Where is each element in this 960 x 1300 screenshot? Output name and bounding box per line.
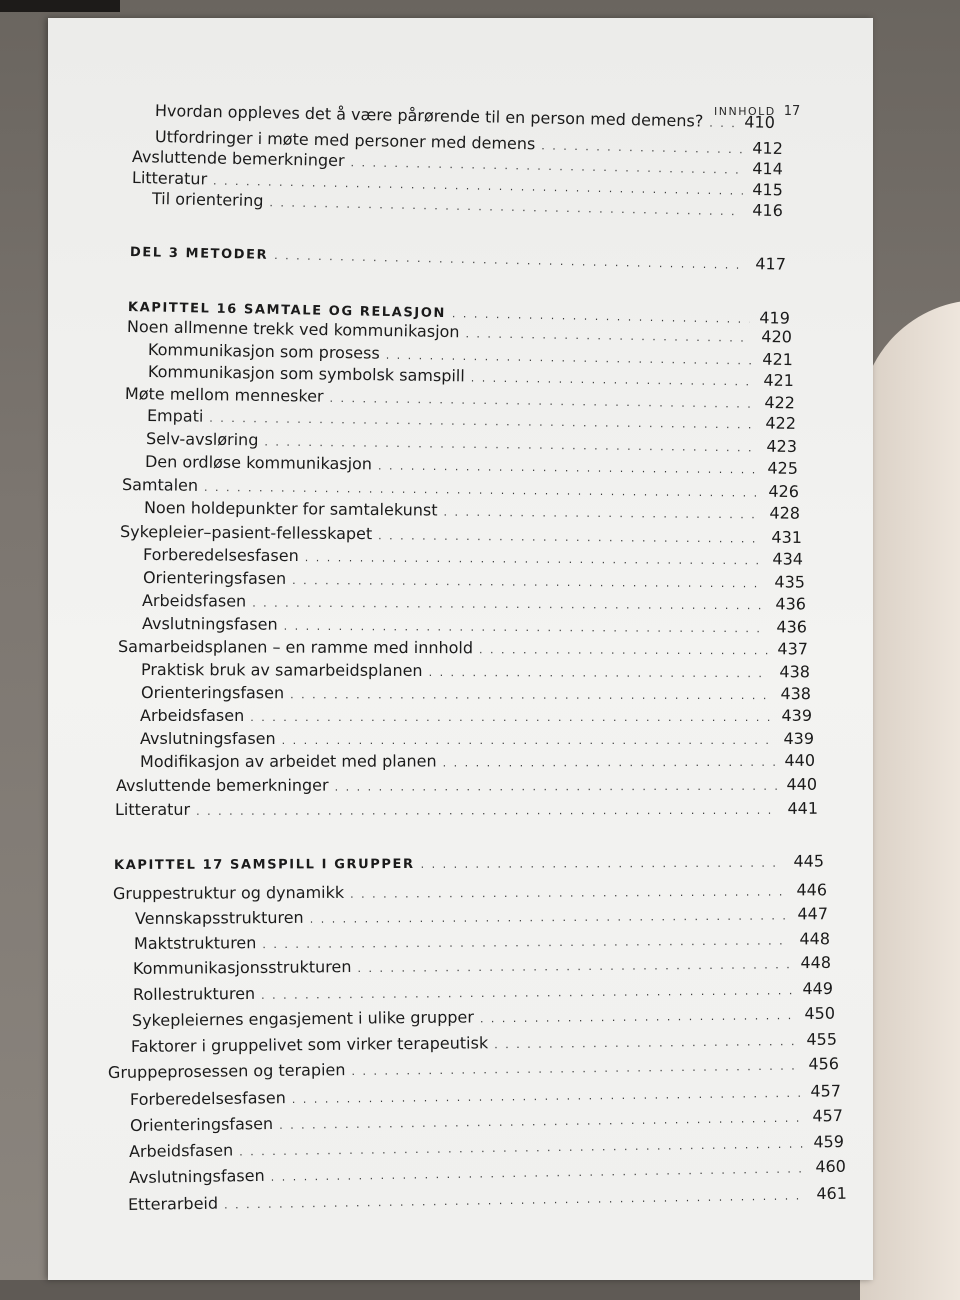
cushion-background: [860, 300, 960, 1300]
toc-entry-title: Forberedelsesfasen: [142, 545, 299, 566]
toc-entry-title: Kommunikasjon som prosess: [147, 340, 380, 363]
toc-entry-page: 421: [762, 349, 794, 370]
toc-entry-page: 436: [775, 594, 807, 614]
toc-entry: [116, 774, 817, 797]
chapter-heading-page: 445: [793, 851, 825, 871]
toc-entry-title: Sykepleier–pasient-fellesskapet: [119, 522, 373, 544]
toc-entry-title: Den ordløse kommunikasjon: [144, 452, 373, 474]
toc-entry-page: 410: [744, 112, 776, 132]
toc-entry-title: Gruppestruktur og dynamikk: [112, 882, 345, 903]
toc-entry-page: 438: [779, 662, 811, 682]
toc-entry-page: 415: [752, 179, 784, 200]
toc-entry-page: 448: [799, 929, 831, 949]
toc-entry-title: Arbeidsfasen: [141, 591, 247, 611]
toc-entry-title: Noen holdepunkter for samtalekunst: [143, 498, 438, 520]
toc-entry-title: Litteratur: [114, 799, 191, 819]
toc-entry-title: Rollestrukturen: [132, 983, 256, 1004]
dot-leader: [479, 639, 768, 662]
toc-entry-title: Møte mellom mennesker: [124, 384, 324, 406]
chapter-heading: [114, 851, 824, 875]
toc-entry-title: Orienteringsfasen: [140, 683, 285, 703]
toc-entry-page: 439: [781, 706, 812, 725]
toc-entry-title: Samarbeidsplanen – en ramme med innhold: [117, 637, 474, 658]
toc-entry-title: Utfordringer i møte med personer med demens: [154, 127, 536, 154]
toc-entry-page: 437: [777, 639, 809, 659]
toc-entry-title: Arbeidsfasen: [140, 706, 245, 725]
toc-entry-page: 447: [797, 904, 829, 924]
toc-entry-title: Orienteringsfasen: [129, 1114, 274, 1135]
dot-leader: [250, 707, 772, 729]
toc-entry-page: 414: [752, 158, 784, 179]
toc-entry-title: Kommunikasjonsstrukturen: [132, 957, 352, 978]
toc-entry-page: 420: [761, 326, 793, 347]
chapter-heading-title: KAPITTEL 16 SAMTALE OG RELASJON: [127, 300, 447, 322]
toc-entry-page: 457: [812, 1106, 844, 1126]
dot-leader: [290, 684, 771, 707]
toc-entry-page: 455: [806, 1029, 838, 1049]
toc-entry: [135, 903, 828, 930]
toc-entry: [140, 705, 812, 727]
toc-entry-title: Vennskapsstrukturen: [134, 907, 304, 928]
toc-entry-title: Modifikasjon av arbeidet med planen: [139, 751, 437, 771]
dot-leader: [443, 502, 760, 527]
toc-entry-page: 423: [766, 436, 798, 456]
toc-entry-title: Avslutningsfasen: [141, 614, 278, 634]
chapter-heading-title: KAPITTEL 17 SAMSPILL I GRUPPER: [113, 856, 415, 873]
toc-entry: [134, 928, 830, 955]
dot-leader: [443, 752, 775, 775]
toc-entry-page: 461: [816, 1183, 848, 1204]
toc-entry-page: 434: [772, 549, 804, 569]
toc-entry-title: Praktisk bruk av samarbeidsplanen: [140, 660, 423, 680]
toc-entry-title: Hvordan oppleves det å være pårørende til en person med demens?: [154, 101, 704, 131]
dot-leader: [350, 881, 787, 905]
toc-entry: [133, 952, 831, 980]
toc-entry-page: 449: [802, 978, 834, 999]
toc-entry-page: 446: [796, 880, 828, 900]
toc-entry-page: 440: [786, 774, 818, 794]
toc-entry: [115, 798, 818, 821]
toc-entry-page: 416: [752, 200, 784, 221]
toc-entry-title: Avsluttende bemerkninger: [131, 147, 345, 171]
toc-entry-title: Noen allmenne trekk ved kommunikasjon: [126, 317, 460, 342]
toc-entry-title: Gruppeprosessen og terapien: [107, 1060, 346, 1082]
toc-entry-title: Til orientering: [151, 189, 264, 211]
toc-entry: [133, 978, 833, 1006]
toc-entry-page: 448: [800, 952, 832, 973]
toc-entry-page: 435: [774, 572, 806, 592]
toc-entry-page: 436: [776, 617, 808, 637]
toc-entry-title: Selv-avsløring: [145, 429, 259, 450]
dot-leader: [335, 776, 777, 799]
toc-entry-page: 422: [764, 392, 796, 413]
toc-entry-title: Arbeidsfasen: [128, 1140, 234, 1161]
toc-entry-page: 440: [784, 750, 816, 770]
toc-entry: [141, 659, 810, 683]
toc-entry: [140, 750, 815, 773]
dot-leader: [494, 1031, 797, 1056]
dot-leader: [709, 113, 735, 135]
toc-entry-page: 441: [787, 798, 819, 818]
toc-entry-page: 428: [769, 503, 801, 523]
dot-leader: [357, 954, 791, 980]
running-head-page: 17: [783, 104, 801, 119]
toc-entry-title: Sykepleiernes engasjement i ulike grupper: [131, 1007, 474, 1030]
toc-entry-title: Forberedelsesfasen: [129, 1088, 286, 1109]
toc-entry-page: 425: [767, 458, 799, 478]
dot-leader: [310, 905, 788, 930]
toc-entry-title: Samtalen: [121, 475, 199, 495]
running-head-label: INNHOLD: [714, 105, 776, 118]
toc-entry: [113, 879, 827, 905]
toc-entry: [142, 613, 807, 638]
toc-entry: [143, 544, 803, 571]
toc-entry-page: 459: [813, 1132, 845, 1152]
toc-entry-page: 460: [815, 1156, 847, 1177]
toc-entry-title: Avslutningsfasen: [128, 1165, 265, 1187]
toc-entry-title: Avslutningsfasen: [140, 729, 276, 748]
dark-surface: [0, 0, 120, 12]
toc-entry-page: 422: [765, 413, 797, 433]
dot-leader: [282, 730, 774, 752]
dot-leader: [480, 1005, 795, 1030]
part-heading-title: DEL 3 METODER: [129, 245, 269, 263]
toc-entry-page: 412: [752, 138, 784, 159]
toc-entry-title: Etterarbeid: [127, 1193, 219, 1214]
toc-entry-page: 431: [771, 527, 803, 547]
toc-entry-page: 421: [763, 370, 795, 391]
toc-entry-page: 456: [808, 1054, 840, 1074]
toc-entry-title: Orienteringsfasen: [142, 568, 287, 588]
toc-entry: [142, 590, 806, 615]
toc-entry-title: Litteratur: [131, 168, 208, 189]
toc-entry-title: Maktstrukturen: [133, 933, 257, 953]
dot-leader: [421, 853, 784, 876]
toc-entry-page: 426: [768, 481, 800, 502]
toc-entry: [140, 728, 814, 750]
toc-entry-title: Kommunikasjon som symbolsk samspill: [147, 362, 465, 386]
toc-entry-title: Avsluttende bemerkninger: [115, 775, 329, 795]
toc-entry-page: 438: [780, 684, 812, 704]
dot-leader: [261, 980, 793, 1007]
toc-entry-page: 457: [810, 1081, 842, 1101]
chapter-heading-page: 419: [759, 308, 791, 328]
toc-entry-title: Faktorer i gruppelivet som virker terapeutisk: [130, 1033, 489, 1056]
dot-leader: [196, 800, 778, 823]
part-heading-page: 417: [755, 254, 787, 274]
toc-entry: [141, 682, 811, 705]
toc-entry-page: 439: [783, 729, 814, 748]
toc-entry-title: Empati: [146, 406, 204, 426]
toc-entry: [118, 636, 808, 660]
toc-entry-page: 450: [804, 1003, 836, 1023]
